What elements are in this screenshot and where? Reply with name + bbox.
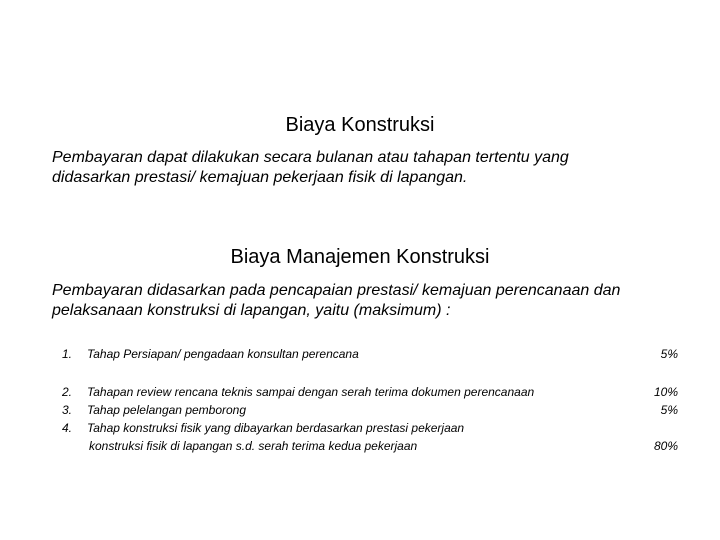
item-text: Tahapan review rencana teknis sampai dengan serah terima dokumen perencanaan [87,385,535,399]
item-text-continuation: konstruksi fisik di lapangan s.d. serah terima kedua pekerjaan [89,439,418,453]
item-number: 3. [62,403,73,417]
item-percentage: 80% [653,439,678,453]
item-percentage: 10% [653,385,678,399]
list-item [62,401,692,419]
list-item-continuation [62,437,692,455]
item-text: Tahap konstruksi fisik yang dibayarkan berdasarkan prestasi pekerjaan [87,421,465,435]
paragraph-line: Pembayaran didasarkan pada pencapaian prestasi/ kemajuan perencanaan dan [52,282,621,299]
item-text: Tahap pelelangan pemborong [87,403,247,417]
list-item [62,419,692,437]
list-spacer [62,363,692,383]
paragraph-line: pelaksanaan konstruksi di lapangan, yaitu (maksimum) : [52,302,451,319]
item-percentage: 5% [660,403,678,417]
list-item [62,383,692,401]
paragraph-biaya-manajemen [52,281,712,321]
section-title-biaya-manajemen-konstruksi: Biaya Manajemen Konstruksi [230,246,490,268]
section-title-biaya-konstruksi: Biaya Konstruksi [285,114,435,136]
item-percentage: 5% [660,347,678,361]
paragraph-line: didasarkan prestasi/ kemajuan pekerjaan fisik di lapangan. [52,169,468,186]
item-number: 4. [62,421,73,435]
paragraph-line: Pembayaran dapat dilakukan secara bulanan atau tahapan tertentu yang [52,149,569,166]
item-number: 2. [62,385,73,399]
paragraph-biaya-konstruksi [52,148,712,188]
list-item [62,345,692,363]
payment-stage-list [62,345,692,455]
item-text: Tahap Persiapan/ pengadaan konsultan perencana [87,347,359,361]
item-number: 1. [62,347,73,361]
